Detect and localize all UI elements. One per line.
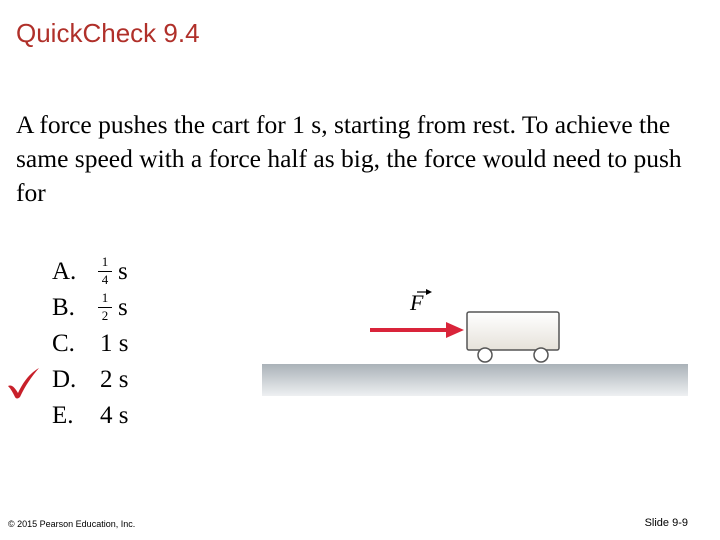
choice-letter: C. (52, 330, 75, 357)
choice-value: 4 s (100, 402, 129, 429)
choice-letter: A. (52, 258, 77, 285)
choice-letter: D. (52, 366, 77, 393)
copyright-footer: © 2015 Pearson Education, Inc. (8, 519, 136, 529)
fraction-denominator: 4 (101, 272, 109, 287)
cart-body (467, 312, 559, 350)
cart-wheel-left (478, 348, 492, 362)
cart-wheel-right (534, 348, 548, 362)
question-text: A force pushes the cart for 1 s, starting from rest. To achieve the same speed with a force half as big, the force would need to push for (16, 110, 682, 207)
fraction-numerator: 1 (101, 290, 109, 305)
choice-value: 1 s (100, 330, 129, 357)
slide-title: QuickCheck 9.4 (16, 18, 200, 48)
fraction-numerator: 1 (101, 254, 109, 269)
choice-unit: s (118, 294, 128, 321)
choice-value: 2 s (100, 366, 129, 393)
choice-unit: s (118, 258, 128, 285)
slide-number: Slide 9-9 (644, 517, 688, 529)
choice-letter: E. (52, 402, 74, 429)
cart-figure (262, 286, 688, 396)
force-arrow (370, 322, 464, 338)
checkmark-icon (6, 366, 40, 400)
choice-letter: B. (52, 294, 75, 321)
ground-surface (262, 364, 688, 396)
choice-fraction (98, 291, 112, 323)
fraction-denominator: 2 (101, 308, 109, 323)
choice-fraction (98, 255, 112, 287)
force-label: F (410, 290, 424, 315)
